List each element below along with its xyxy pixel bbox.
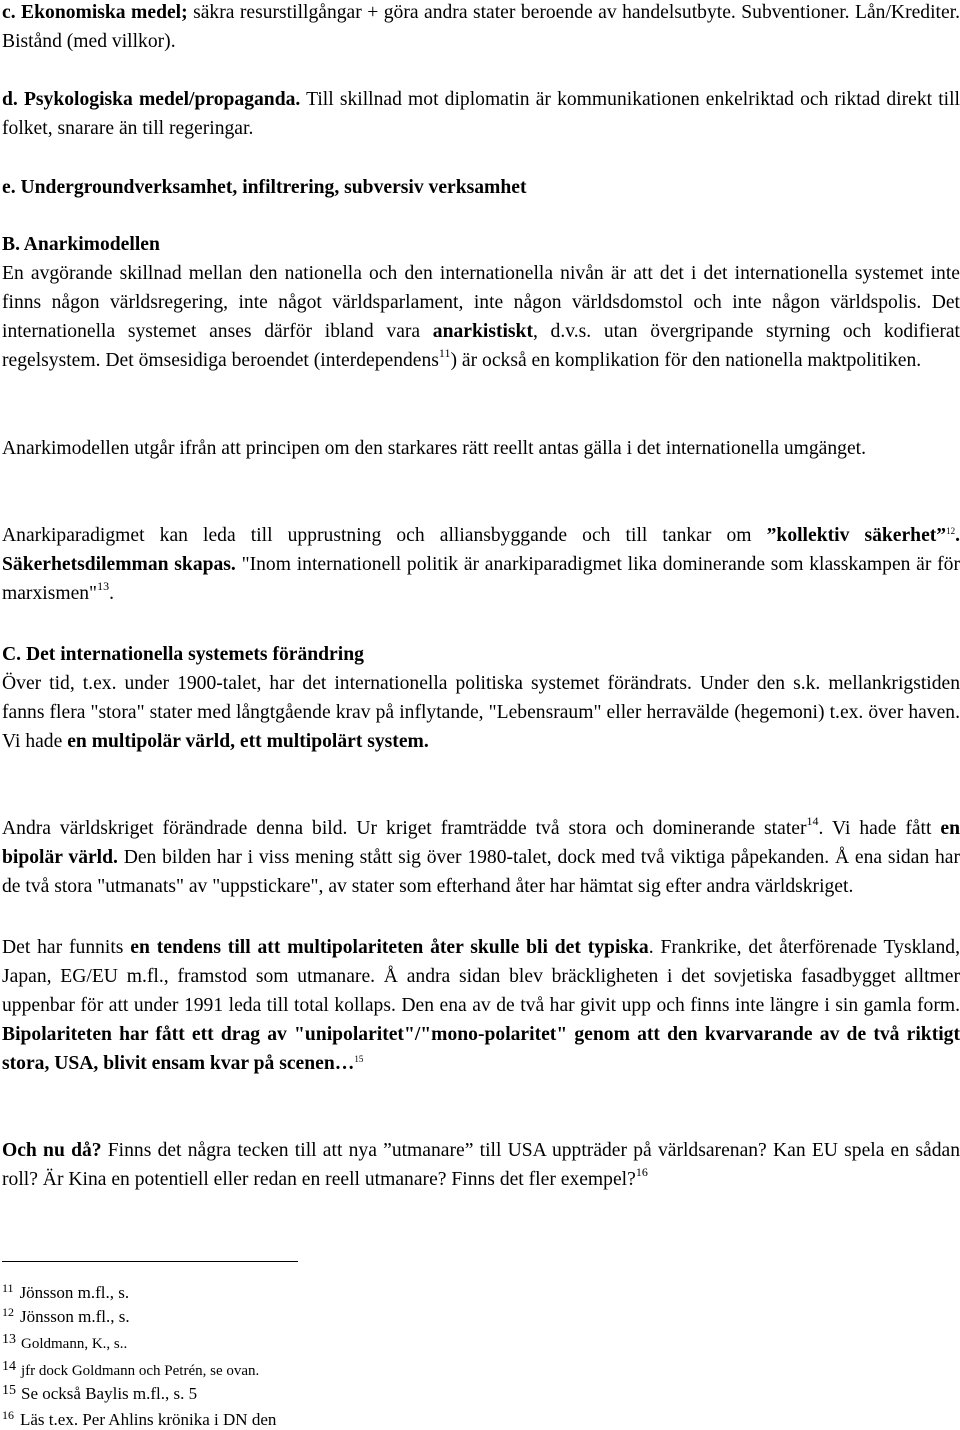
footnote-14: $^{14}$ jfr dock Goldmann och Petrén, se ovan. <box>2 1359 260 1379</box>
paragraph-anarchy-principle: Anarkimodellen utgår ifrån att principen om den starkares rätt reellt antas gälla i det internationella umgänget. <box>2 438 866 459</box>
paragraph-system-change: Över tid, t.ex. under 1900-talet, har det internationella politiska systemet förändrats. Under den s.k. mellankrigstiden fanns flera "stora" stater med långtgående krav på inflytande, "Lebensraum" eller herravälde (hegemoni) t.ex. över haven. Vi hade en multipolär värld, ett multipolärt system. <box>2 673 960 752</box>
footnote-13: $^{13}$ Goldmann, K., s.. <box>2 1332 128 1352</box>
paragraph-anarchy-intro: En avgörande skillnad mellan den nationella och den internationella nivån är att det i det internationella systemet inte finns någon världsregering, inte något världsparlament, inte någon världsdomstol och inte någon världspolis. Det internationella systemet anses därför ibland vara anarkistiskt, d.v.s. utan övergripande styrning och kodifierat regelsystem. Det ömsesidiga beroendet (interdependens$^{11}$) är också en komplikation för den nationella maktpolitiken. <box>2 263 960 371</box>
footnote-ref-13: 13 <box>97 579 110 593</box>
section-heading-system-change: C. Det internationella systemets förändring <box>2 644 364 665</box>
footnote-15: $^{15}$ Se också Baylis m.fl., s. 5 <box>2 1383 198 1403</box>
footnote-12: $^{12}$ Jönsson m.fl., s. <box>2 1305 130 1326</box>
paragraph-what-now: Och nu då? Finns det några tecken till att nya ”utmanare” till USA uppträder på världsarenan? Kan EU spela en sådan roll? Är Kina en potentiell eller redan en reell utmanare? Finns det fler exempel?$^{16}$ <box>2 1140 960 1190</box>
footnote-11: $^{11}$ Jönsson m.fl., s. <box>2 1281 130 1302</box>
section-heading-anarchy-model: B. Anarkimodellen <box>2 234 160 255</box>
paragraph-psychological-means: d. Psykologiska medel/propaganda. Till skillnad mot diplomatin är kommunikationen enkelriktad och riktad direkt till folket, snarare än till regeringar. <box>2 89 960 139</box>
paragraph-anarchy-paradigm: Anarkiparadigmet kan leda till upprustning och alliansbyggande och till tankar om ”kollektiv säkerhet”$^{12}$. Säkerhetsdilemman skapas. "Inom internationell politik är anarkiparadigmet lika dominerande som klasskampen är för marxismen"$^{13}$. <box>2 525 960 604</box>
footnote-ref-16: 16 <box>635 1165 648 1179</box>
paragraph-economic-means: c. Ekonomiska medel; säkra resurstillgångar + göra andra stater beroende av handelsutbyte. Subventioner. Lån/Krediter. Bistånd (med villkor). <box>2 2 960 52</box>
footnote-ref-15: 15 <box>354 1054 364 1064</box>
footnote-ref-14: 14 <box>806 814 819 828</box>
footnote-ref-11: 11 <box>438 346 451 360</box>
paragraph-world-war-two: Andra världskriget förändrade denna bild. Ur kriget framträdde två stora och dominerande stater$^{14}$. Vi hade fått en bipolär värld. Den bilden har i viss mening stått sig över 1980-talet, dock med två viktiga påpekanden. Å ena sidan har de två stora "utmanats" av "uppstickare", av stater som efterhand åter har hämtat sig efter andra världskriget. <box>2 814 960 897</box>
footnote-ref-12: 12 <box>946 526 956 536</box>
footnote-divider <box>2 1261 298 1262</box>
footnote-16: $^{16}$ Läs t.ex. Per Ahlins krönika i DN den <box>2 1408 277 1429</box>
heading-underground: e. Undergroundverksamhet, infiltrering, subversiv verksamhet <box>2 177 527 198</box>
paragraph-multipolar-tendency: Det har funnits en tendens till att multipolariteten åter skulle bli det typiska. Frankrike, det återförenade Tyskland, Japan, EG/EU m.fl., framstod som utmanare. Å andra sidan blev bräckligheten i det sovjetiska fasadbygget alltmer uppenbar för att under 1991 leda till total kollaps. Den ena av de två har givit upp och finns inte längre i sin gamla form. Bipolariteten har fått ett drag av "unipolaritet"/"mono-polaritet" genom att den kvarvarande av de två riktigt stora, USA, blivit ensam kvar på scenen…$^{15}$ <box>2 937 960 1074</box>
